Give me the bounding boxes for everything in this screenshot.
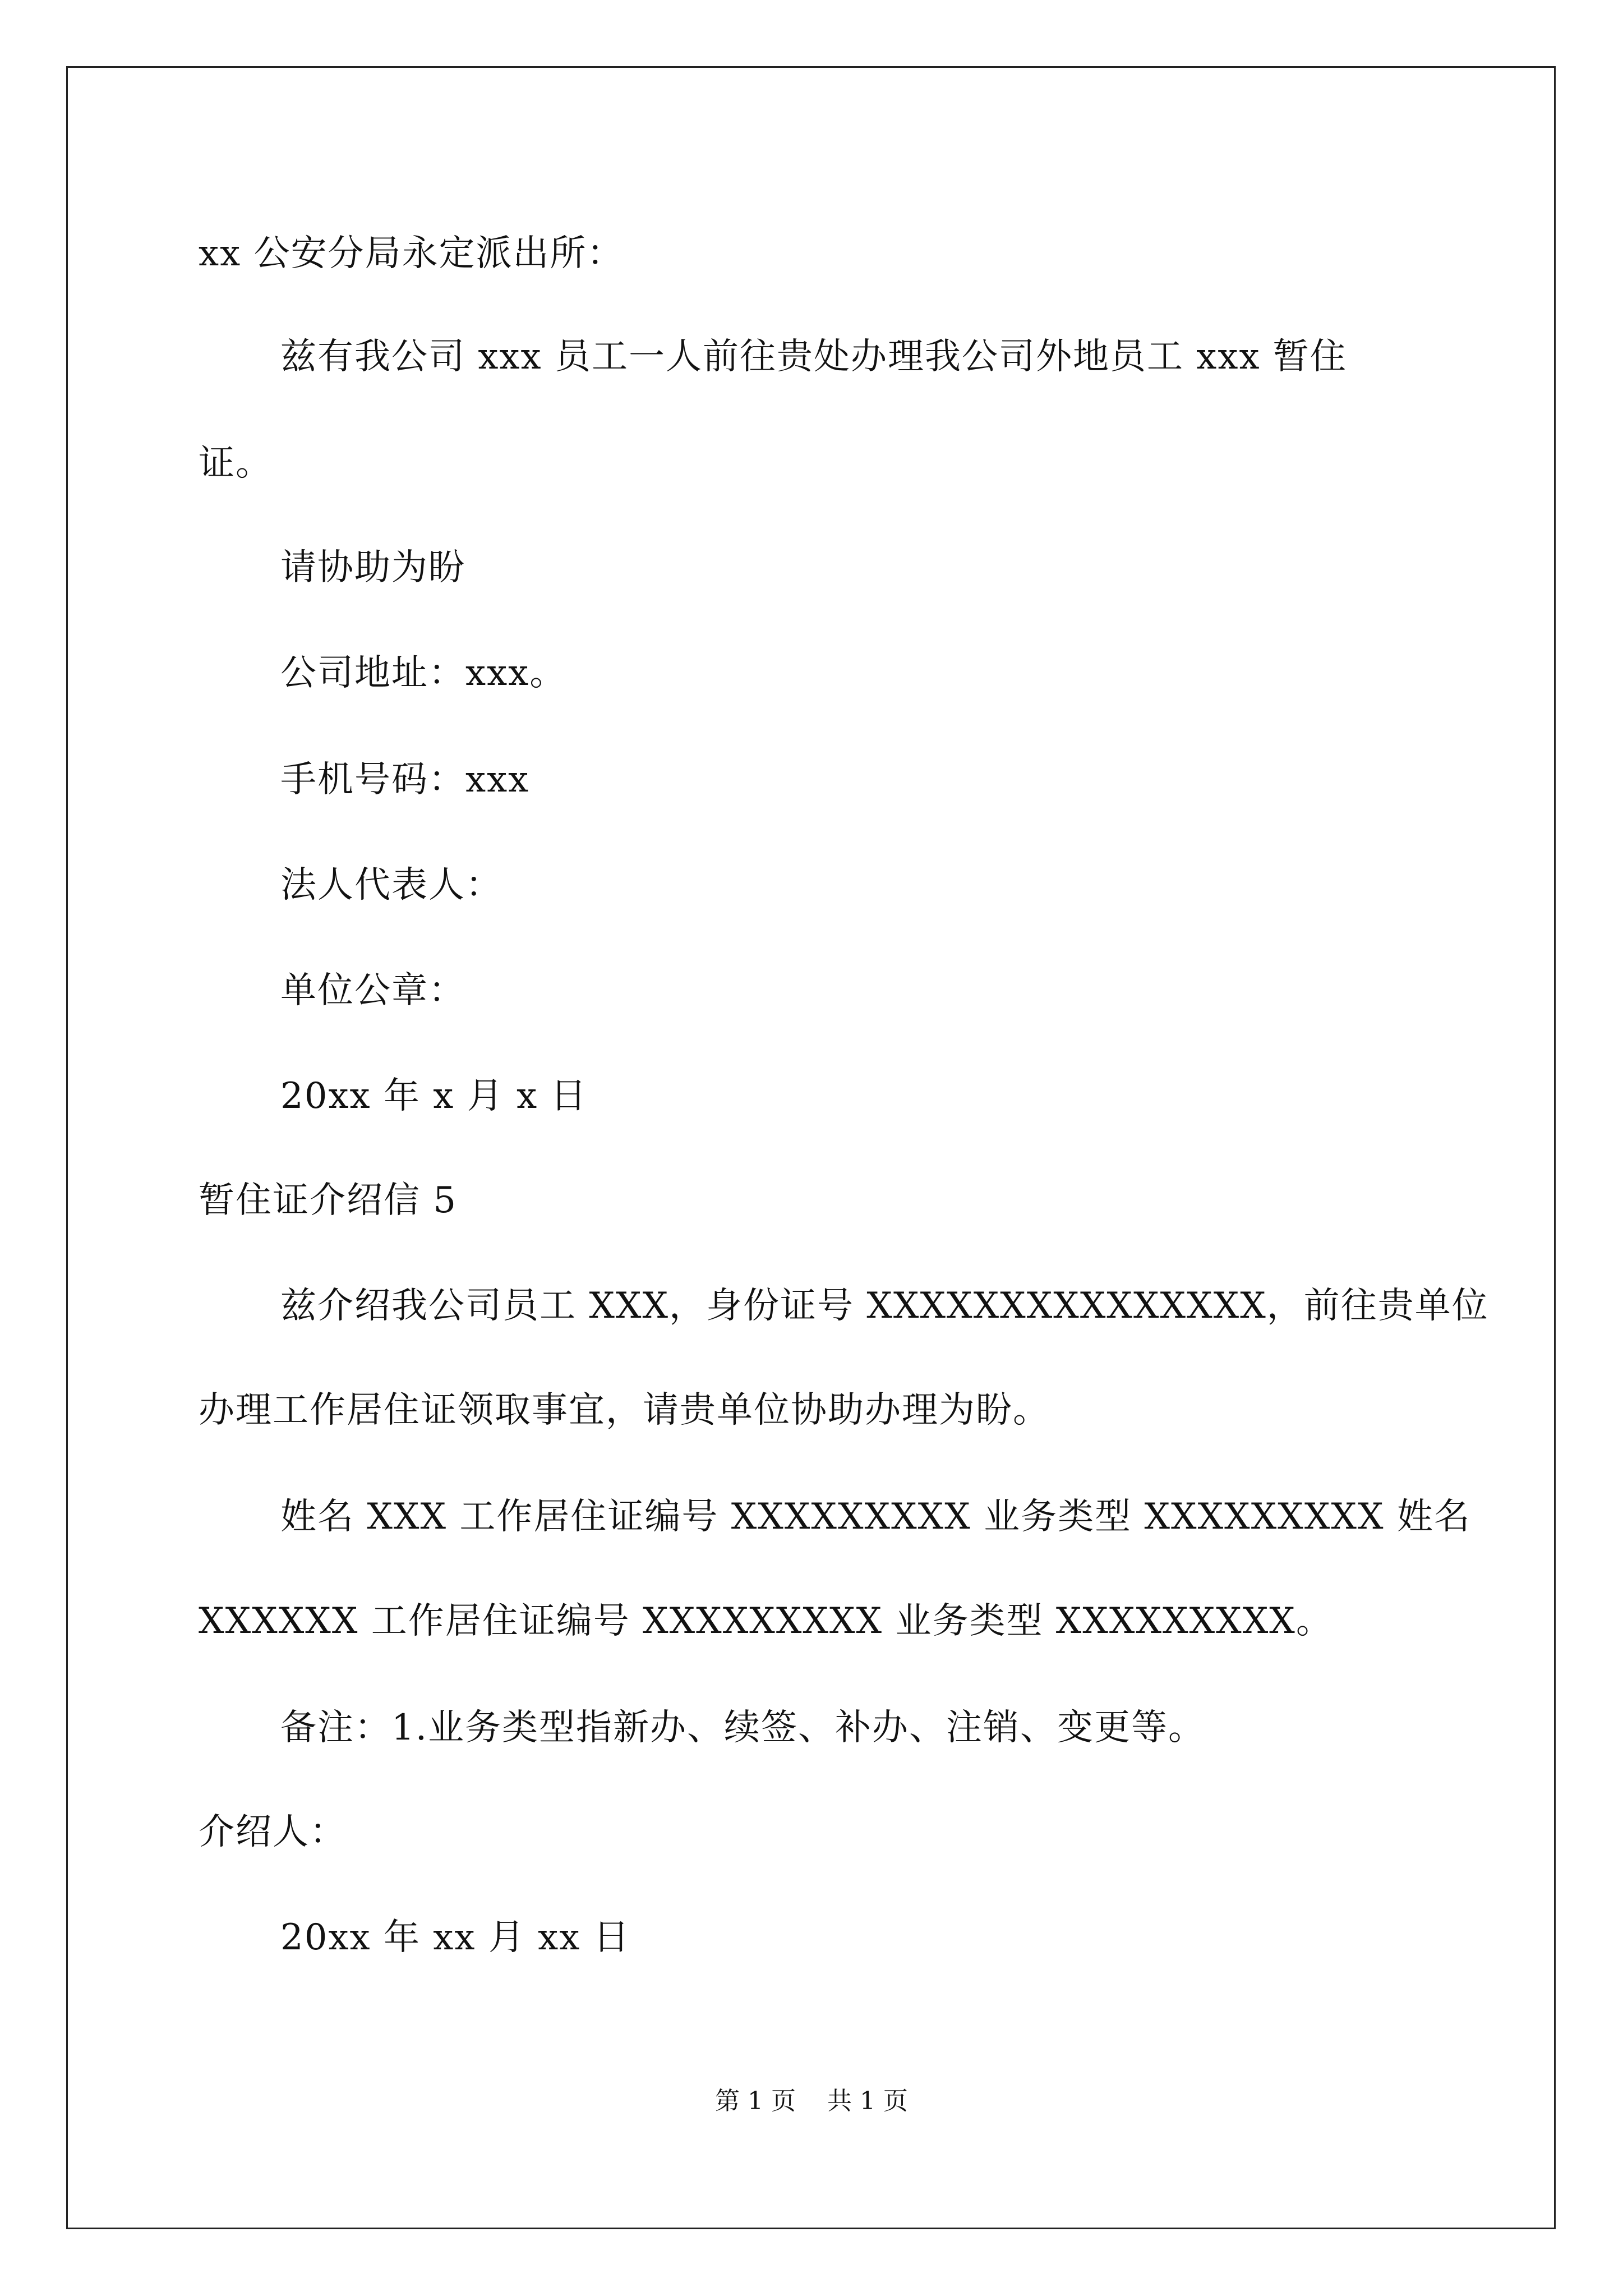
salutation-line: xx 公安分局永定派出所： (199, 233, 624, 274)
page-border (66, 66, 1556, 2229)
body-line: 法人代表人： (280, 864, 502, 906)
date-line: 20xx 年 x 月 x 日 (280, 1075, 588, 1117)
body-line: 请协助为盼 (280, 547, 465, 588)
body-line: 手机号码：xxx (280, 759, 530, 800)
body-line: 办理工作居住证领取事宜，请贵单位协助办理为盼。 (199, 1389, 1050, 1431)
section-title: 暂住证介绍信 5 (199, 1180, 458, 1221)
body-line: 公司地址：xxx。 (280, 652, 567, 694)
body-line: 兹有我公司 xxx 员工一人前往贵处办理我公司外地员工 xxx 暂住 (280, 336, 1347, 378)
body-line: XXXXXX 工作居住证编号 XXXXXXXXX 业务类型 XXXXXXXXX。 (199, 1600, 1333, 1642)
page-footer: 第 1 页 共 1 页 (715, 2087, 908, 2115)
date-line: 20xx 年 xx 月 xx 日 (280, 1917, 630, 1958)
body-line: 姓名 XXX 工作居住证编号 XXXXXXXXX 业务类型 XXXXXXXXX 姓名 (280, 1496, 1471, 1538)
body-line: 证。 (199, 443, 273, 484)
introducer-line: 介绍人： (199, 1811, 347, 1853)
body-line: 兹介绍我公司员工 XXX，身份证号 XXXXXXXXXXXXXXX，前往贵单位 (280, 1285, 1489, 1327)
body-line: 单位公章： (280, 970, 465, 1011)
note-line: 备注：1.业务类型指新办、续签、补办、注销、变更等。 (280, 1707, 1206, 1749)
